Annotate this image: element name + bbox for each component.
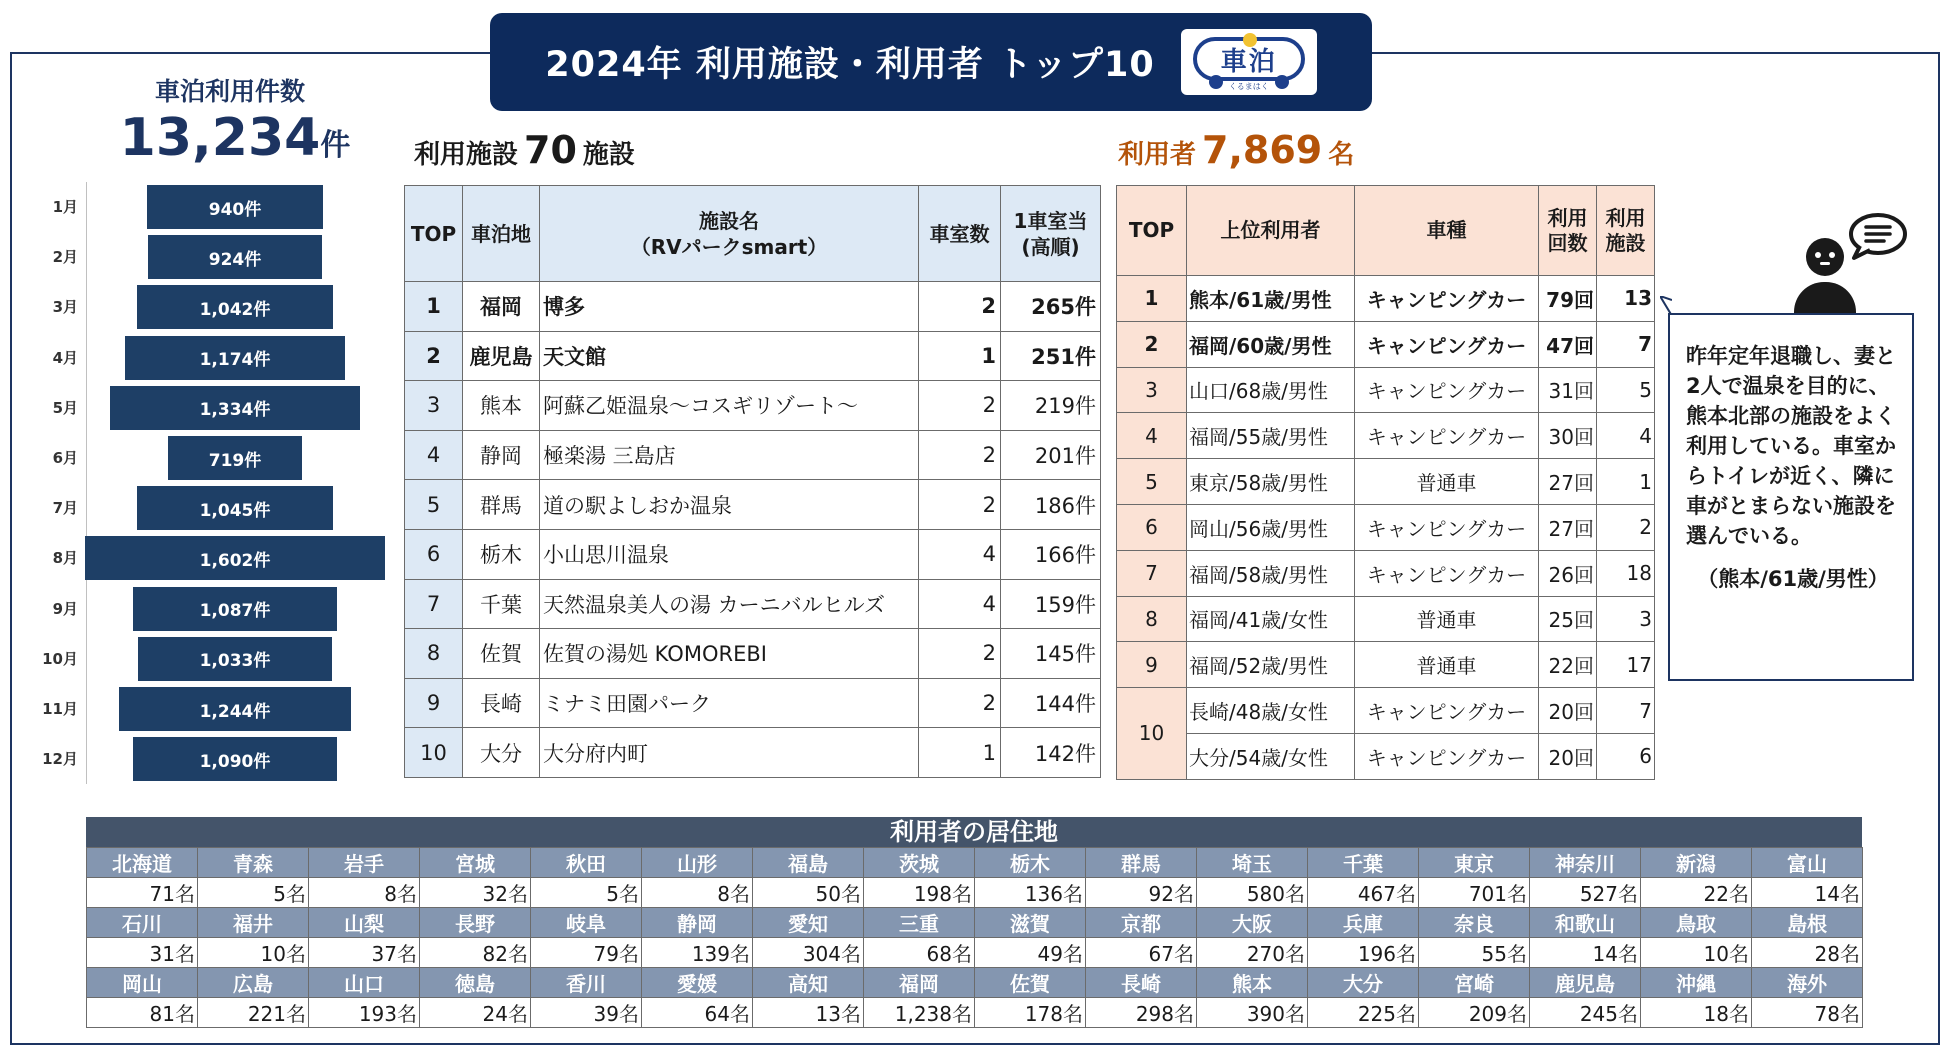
use-count-cell: 30回	[1539, 413, 1597, 459]
rooms-cell: 2	[919, 282, 1001, 332]
resident-count-cell: 82名	[420, 938, 531, 968]
prefecture-cell: 東京	[1419, 848, 1530, 878]
rank-cell: 4	[405, 430, 463, 480]
prefecture-cell: 千葉	[1308, 848, 1419, 878]
table-row	[1117, 321, 1655, 367]
rooms-cell: 2	[919, 678, 1001, 728]
prefecture-cell: 石川	[87, 908, 198, 938]
rank-cell: 7	[405, 579, 463, 629]
rank-cell: 6	[405, 529, 463, 579]
resident-count-cell: 10名	[1641, 938, 1752, 968]
rank-cell: 9	[405, 678, 463, 728]
rooms-cell: 2	[919, 629, 1001, 679]
prefecture-cell: 秋田	[531, 848, 642, 878]
facility-name-cell: 極楽湯 三島店	[540, 430, 919, 480]
prefecture-cell: 宮崎	[1419, 968, 1530, 998]
resident-count-cell: 193名	[309, 998, 420, 1028]
prefecture-cell: 埼玉	[1197, 848, 1308, 878]
resident-count-cell: 701名	[1419, 878, 1530, 908]
resident-count-cell: 270名	[1197, 938, 1308, 968]
col-header-use-count: 利用 回数	[1539, 186, 1597, 276]
rank-cell: 8	[1117, 596, 1187, 642]
facility-name-cell: 博多	[540, 282, 919, 332]
rank-cell: 6	[1117, 504, 1187, 550]
comment-signature: （熊本/61歳/男性）	[1697, 567, 1889, 591]
month-label: 7月	[52, 499, 78, 518]
prefecture-cell: 富山	[1752, 848, 1863, 878]
residence-title: 利用者の居住地	[86, 817, 1862, 847]
prefecture-cell: 福井	[198, 908, 309, 938]
resident-count-cell: 304名	[753, 938, 864, 968]
prefecture-cell: 高知	[753, 968, 864, 998]
user-cell: 福岡/52歳/男性	[1187, 642, 1355, 688]
month-row	[30, 684, 400, 734]
rank-cell: 2	[1117, 321, 1187, 367]
prefecture-cell: 大阪	[1197, 908, 1308, 938]
location-cell: 静岡	[463, 430, 540, 480]
facilities-table	[404, 185, 1101, 778]
user-cell: 大分/54歳/女性	[1187, 733, 1355, 779]
table-row	[1117, 367, 1655, 413]
resident-count-cell: 55名	[1419, 938, 1530, 968]
resident-count-cell: 50名	[753, 878, 864, 908]
facility-name-cell: 天文館	[540, 331, 919, 381]
table-row	[1117, 688, 1655, 734]
table-row	[1117, 642, 1655, 688]
resident-count-cell: 92名	[1086, 878, 1197, 908]
per-room-cell: 219件	[1001, 381, 1101, 431]
rank-cell: 10	[1117, 688, 1187, 780]
usage-title: 車泊利用件数	[154, 77, 305, 106]
prefecture-cell: 広島	[198, 968, 309, 998]
kurumahaku-logo: 車泊 くるまはく	[1181, 29, 1317, 95]
month-label: 10月	[42, 649, 78, 668]
user-comment-box	[1668, 313, 1914, 681]
month-row	[30, 282, 400, 332]
rank-cell: 2	[405, 331, 463, 381]
month-bar: 1,090件	[133, 737, 337, 781]
user-cell: 福岡/58歳/男性	[1187, 550, 1355, 596]
resident-count-cell: 580名	[1197, 878, 1308, 908]
user-cell: 山口/68歳/男性	[1187, 367, 1355, 413]
car-type-cell: キャンピングカー	[1355, 733, 1539, 779]
car-type-cell: キャンピングカー	[1355, 321, 1539, 367]
month-row	[30, 333, 400, 383]
rank-cell: 9	[1117, 642, 1187, 688]
table-row	[405, 529, 1101, 579]
prefecture-cell: 愛知	[753, 908, 864, 938]
per-room-cell: 265件	[1001, 282, 1101, 332]
month-row	[30, 232, 400, 282]
use-count-cell: 27回	[1539, 459, 1597, 505]
location-cell: 熊本	[463, 381, 540, 431]
rooms-cell: 2	[919, 430, 1001, 480]
per-room-cell: 145件	[1001, 629, 1101, 679]
rank-cell: 8	[405, 629, 463, 679]
per-room-cell: 142件	[1001, 728, 1101, 778]
residence-section	[86, 817, 1862, 1028]
col-header-rank: TOP	[405, 186, 463, 282]
location-cell: 鹿児島	[463, 331, 540, 381]
resident-count-cell: 67名	[1086, 938, 1197, 968]
resident-count-cell: 390名	[1197, 998, 1308, 1028]
resident-count-cell: 5名	[531, 878, 642, 908]
table-row	[405, 678, 1101, 728]
car-type-cell: キャンピングカー	[1355, 504, 1539, 550]
user-cell: 岡山/56歳/男性	[1187, 504, 1355, 550]
per-room-cell: 201件	[1001, 430, 1101, 480]
table-row	[405, 331, 1101, 381]
car-logo-icon: 車泊	[1193, 37, 1305, 81]
month-row	[30, 182, 400, 232]
prefecture-cell: 栃木	[975, 848, 1086, 878]
resident-count-cell: 31名	[87, 938, 198, 968]
month-row	[30, 483, 400, 533]
col-header-per-room: 1車室当 (高順)	[1001, 186, 1101, 282]
facility-count-cell: 2	[1597, 504, 1655, 550]
rooms-cell: 4	[919, 529, 1001, 579]
resident-count-cell: 209名	[1419, 998, 1530, 1028]
resident-count-cell: 71名	[87, 878, 198, 908]
use-count-cell: 25回	[1539, 596, 1597, 642]
car-type-cell: キャンピングカー	[1355, 550, 1539, 596]
month-row	[30, 433, 400, 483]
month-label: 5月	[52, 398, 78, 417]
moon-icon	[1243, 33, 1257, 47]
prefecture-cell: 沖縄	[1641, 968, 1752, 998]
user-cell: 東京/58歳/男性	[1187, 459, 1355, 505]
comment-text: 昨年定年退職し、妻と2人で温泉を目的に、熊本北部の施設をよく利用している。車室からトイレが近く、隣に車がとまらない施設を選んでいる。	[1686, 344, 1896, 548]
rooms-cell: 2	[919, 480, 1001, 530]
location-cell: 長崎	[463, 678, 540, 728]
table-row	[1117, 504, 1655, 550]
resident-count-cell: 14名	[1530, 938, 1641, 968]
facility-name-cell: 小山思川温泉	[540, 529, 919, 579]
month-label: 6月	[52, 449, 78, 467]
col-header-facility-count: 利用 施設	[1597, 186, 1655, 276]
month-bar: 924件	[148, 235, 321, 279]
resident-count-cell: 225名	[1308, 998, 1419, 1028]
month-label: 3月	[52, 298, 78, 317]
month-bar: 1,045件	[137, 486, 333, 530]
rank-cell: 5	[1117, 459, 1187, 505]
location-cell: 千葉	[463, 579, 540, 629]
table-row	[405, 728, 1101, 778]
facility-count-cell: 4	[1597, 413, 1655, 459]
prefecture-cell: 茨城	[864, 848, 975, 878]
prefecture-cell: 長崎	[1086, 968, 1197, 998]
facility-count-cell: 7	[1597, 321, 1655, 367]
table-row	[1117, 276, 1655, 322]
table-row	[405, 629, 1101, 679]
prefecture-cell: 青森	[198, 848, 309, 878]
car-type-cell: 普通車	[1355, 596, 1539, 642]
use-count-cell: 22回	[1539, 642, 1597, 688]
prefecture-cell: 山梨	[309, 908, 420, 938]
resident-count-cell: 10名	[198, 938, 309, 968]
facility-name-cell: 天然温泉美人の湯 カーニバルヒルズ	[540, 579, 919, 629]
prefecture-cell: 奈良	[1419, 908, 1530, 938]
col-header-user: 上位利用者	[1187, 186, 1355, 276]
prefecture-cell: 岩手	[309, 848, 420, 878]
use-count-cell: 26回	[1539, 550, 1597, 596]
table-row	[405, 282, 1101, 332]
resident-count-cell: 28名	[1752, 938, 1863, 968]
month-bar: 1,334件	[110, 386, 360, 430]
car-type-cell: キャンピングカー	[1355, 276, 1539, 322]
month-row	[30, 734, 400, 784]
month-label: 2月	[52, 248, 78, 267]
resident-count-cell: 18名	[1641, 998, 1752, 1028]
resident-count-cell: 22名	[1641, 878, 1752, 908]
facility-name-cell: 佐賀の湯処 KOMOREBI	[540, 629, 919, 679]
resident-count-cell: 245名	[1530, 998, 1641, 1028]
user-cell: 熊本/61歳/男性	[1187, 276, 1355, 322]
table-row	[1117, 733, 1655, 779]
location-cell: 大分	[463, 728, 540, 778]
prefecture-cell: 鳥取	[1641, 908, 1752, 938]
rank-cell: 1	[405, 282, 463, 332]
resident-count-cell: 196名	[1308, 938, 1419, 968]
rank-cell: 5	[405, 480, 463, 530]
residence-table	[86, 847, 1863, 1028]
count-row	[87, 938, 1863, 968]
month-bar: 1,174件	[125, 336, 345, 380]
use-count-cell: 79回	[1539, 276, 1597, 322]
month-label: 12月	[42, 750, 78, 769]
rooms-cell: 1	[919, 728, 1001, 778]
per-room-cell: 159件	[1001, 579, 1101, 629]
use-count-cell: 27回	[1539, 504, 1597, 550]
monthly-usage-chart	[30, 182, 400, 784]
col-header-rank: TOP	[1117, 186, 1187, 276]
page-title: 2024年 利用施設・利用者 トップ10	[545, 45, 1155, 85]
resident-count-cell: 467名	[1308, 878, 1419, 908]
location-cell: 福岡	[463, 282, 540, 332]
table-row	[1117, 459, 1655, 505]
prefecture-cell: 宮城	[420, 848, 531, 878]
month-bar: 719件	[168, 436, 303, 480]
user-cell: 長崎/48歳/女性	[1187, 688, 1355, 734]
resident-count-cell: 139名	[642, 938, 753, 968]
facility-name-cell: 大分府内町	[540, 728, 919, 778]
count-row	[87, 878, 1863, 908]
prefecture-cell: 山形	[642, 848, 753, 878]
rooms-cell: 4	[919, 579, 1001, 629]
use-count-cell: 20回	[1539, 688, 1597, 734]
prefecture-cell: 長野	[420, 908, 531, 938]
use-count-cell: 20回	[1539, 733, 1597, 779]
rank-cell: 3	[405, 381, 463, 431]
prefecture-cell: 海外	[1752, 968, 1863, 998]
car-type-cell: キャンピングカー	[1355, 367, 1539, 413]
month-label: 4月	[52, 348, 78, 367]
prefecture-cell: 北海道	[87, 848, 198, 878]
per-room-cell: 166件	[1001, 529, 1101, 579]
prefecture-cell: 滋賀	[975, 908, 1086, 938]
prefecture-row	[87, 848, 1863, 878]
prefecture-cell: 岡山	[87, 968, 198, 998]
rank-cell: 10	[405, 728, 463, 778]
use-count-cell: 31回	[1539, 367, 1597, 413]
car-type-cell: キャンピングカー	[1355, 688, 1539, 734]
resident-count-cell: 13名	[753, 998, 864, 1028]
month-row	[30, 383, 400, 433]
prefecture-cell: 岐阜	[531, 908, 642, 938]
title-banner	[490, 13, 1372, 111]
prefecture-row	[87, 908, 1863, 938]
prefecture-cell: 島根	[1752, 908, 1863, 938]
use-count-cell: 47回	[1539, 321, 1597, 367]
user-cell: 福岡/55歳/男性	[1187, 413, 1355, 459]
month-row	[30, 584, 400, 634]
per-room-cell: 251件	[1001, 331, 1101, 381]
resident-count-cell: 298名	[1086, 998, 1197, 1028]
rank-cell: 1	[1117, 276, 1187, 322]
resident-count-cell: 37名	[309, 938, 420, 968]
prefecture-cell: 京都	[1086, 908, 1197, 938]
table-row	[405, 480, 1101, 530]
resident-count-cell: 68名	[864, 938, 975, 968]
month-bar: 940件	[147, 185, 323, 229]
month-bar: 1,087件	[133, 587, 337, 631]
resident-count-cell: 221名	[198, 998, 309, 1028]
month-label: 9月	[52, 599, 78, 618]
table-row	[1117, 550, 1655, 596]
resident-count-cell: 24名	[420, 998, 531, 1028]
facility-count-cell: 17	[1597, 642, 1655, 688]
table-row	[405, 381, 1101, 431]
resident-count-cell: 39名	[531, 998, 642, 1028]
facility-count-cell: 3	[1597, 596, 1655, 642]
car-type-cell: キャンピングカー	[1355, 413, 1539, 459]
month-row	[30, 533, 400, 583]
resident-count-cell: 78名	[1752, 998, 1863, 1028]
rank-cell: 7	[1117, 550, 1187, 596]
col-header-location: 車泊地	[463, 186, 540, 282]
facility-count-cell: 18	[1597, 550, 1655, 596]
facility-name-cell: 阿蘇乙姫温泉～コスギリゾート～	[540, 381, 919, 431]
facility-name-cell: ミナミ田園パーク	[540, 678, 919, 728]
prefecture-cell: 群馬	[1086, 848, 1197, 878]
rooms-cell: 2	[919, 381, 1001, 431]
user-cell: 福岡/60歳/男性	[1187, 321, 1355, 367]
location-cell: 佐賀	[463, 629, 540, 679]
prefecture-cell: 三重	[864, 908, 975, 938]
users-heading: 利用者 7,869 名	[1118, 128, 1355, 172]
prefecture-cell: 福島	[753, 848, 864, 878]
prefecture-cell: 鹿児島	[1530, 968, 1641, 998]
facility-count-cell: 13	[1597, 276, 1655, 322]
resident-count-cell: 64名	[642, 998, 753, 1028]
table-row	[1117, 413, 1655, 459]
prefecture-cell: 山口	[309, 968, 420, 998]
car-type-cell: 普通車	[1355, 459, 1539, 505]
month-label: 1月	[52, 198, 78, 216]
resident-count-cell: 1,238名	[864, 998, 975, 1028]
facilities-heading: 利用施設 70 施設	[414, 128, 635, 172]
prefecture-cell: 静岡	[642, 908, 753, 938]
prefecture-cell: 徳島	[420, 968, 531, 998]
facility-count-cell: 1	[1597, 459, 1655, 505]
prefecture-cell: 熊本	[1197, 968, 1308, 998]
per-room-cell: 186件	[1001, 480, 1101, 530]
resident-count-cell: 81名	[87, 998, 198, 1028]
prefecture-cell: 和歌山	[1530, 908, 1641, 938]
prefecture-row	[87, 968, 1863, 998]
prefecture-cell: 神奈川	[1530, 848, 1641, 878]
facility-count-cell: 6	[1597, 733, 1655, 779]
car-type-cell: 普通車	[1355, 642, 1539, 688]
rooms-cell: 1	[919, 331, 1001, 381]
table-row	[405, 430, 1101, 480]
month-bar: 1,602件	[85, 536, 385, 580]
prefecture-cell: 新潟	[1641, 848, 1752, 878]
location-cell: 群馬	[463, 480, 540, 530]
users-table	[1116, 185, 1655, 780]
rank-cell: 3	[1117, 367, 1187, 413]
prefecture-cell: 大分	[1308, 968, 1419, 998]
resident-count-cell: 49名	[975, 938, 1086, 968]
usage-total: 13,234件	[119, 108, 351, 168]
month-label: 8月	[52, 549, 78, 568]
resident-count-cell: 178名	[975, 998, 1086, 1028]
count-row	[87, 998, 1863, 1028]
month-bar: 1,033件	[138, 637, 331, 681]
facility-count-cell: 7	[1597, 688, 1655, 734]
prefecture-cell: 兵庫	[1308, 908, 1419, 938]
prefecture-cell: 香川	[531, 968, 642, 998]
person-icon	[1790, 238, 1860, 318]
col-header-facility-name: 施設名 （RVパークsmart）	[540, 186, 919, 282]
facility-name-cell: 道の駅よしおか温泉	[540, 480, 919, 530]
user-cell: 福岡/41歳/女性	[1187, 596, 1355, 642]
month-bar: 1,244件	[119, 687, 352, 731]
col-header-car-type: 車種	[1355, 186, 1539, 276]
resident-count-cell: 32名	[420, 878, 531, 908]
table-row	[1117, 596, 1655, 642]
location-cell: 栃木	[463, 529, 540, 579]
month-bar: 1,042件	[137, 285, 332, 329]
rank-cell: 4	[1117, 413, 1187, 459]
resident-count-cell: 14名	[1752, 878, 1863, 908]
prefecture-cell: 佐賀	[975, 968, 1086, 998]
month-row	[30, 634, 400, 684]
resident-count-cell: 527名	[1530, 878, 1641, 908]
prefecture-cell: 愛媛	[642, 968, 753, 998]
resident-count-cell: 79名	[531, 938, 642, 968]
resident-count-cell: 198名	[864, 878, 975, 908]
resident-count-cell: 5名	[198, 878, 309, 908]
prefecture-cell: 福岡	[864, 968, 975, 998]
per-room-cell: 144件	[1001, 678, 1101, 728]
resident-count-cell: 136名	[975, 878, 1086, 908]
facility-count-cell: 5	[1597, 367, 1655, 413]
col-header-rooms: 車室数	[919, 186, 1001, 282]
table-row	[405, 579, 1101, 629]
resident-count-cell: 8名	[309, 878, 420, 908]
month-label: 11月	[42, 700, 78, 718]
resident-count-cell: 8名	[642, 878, 753, 908]
